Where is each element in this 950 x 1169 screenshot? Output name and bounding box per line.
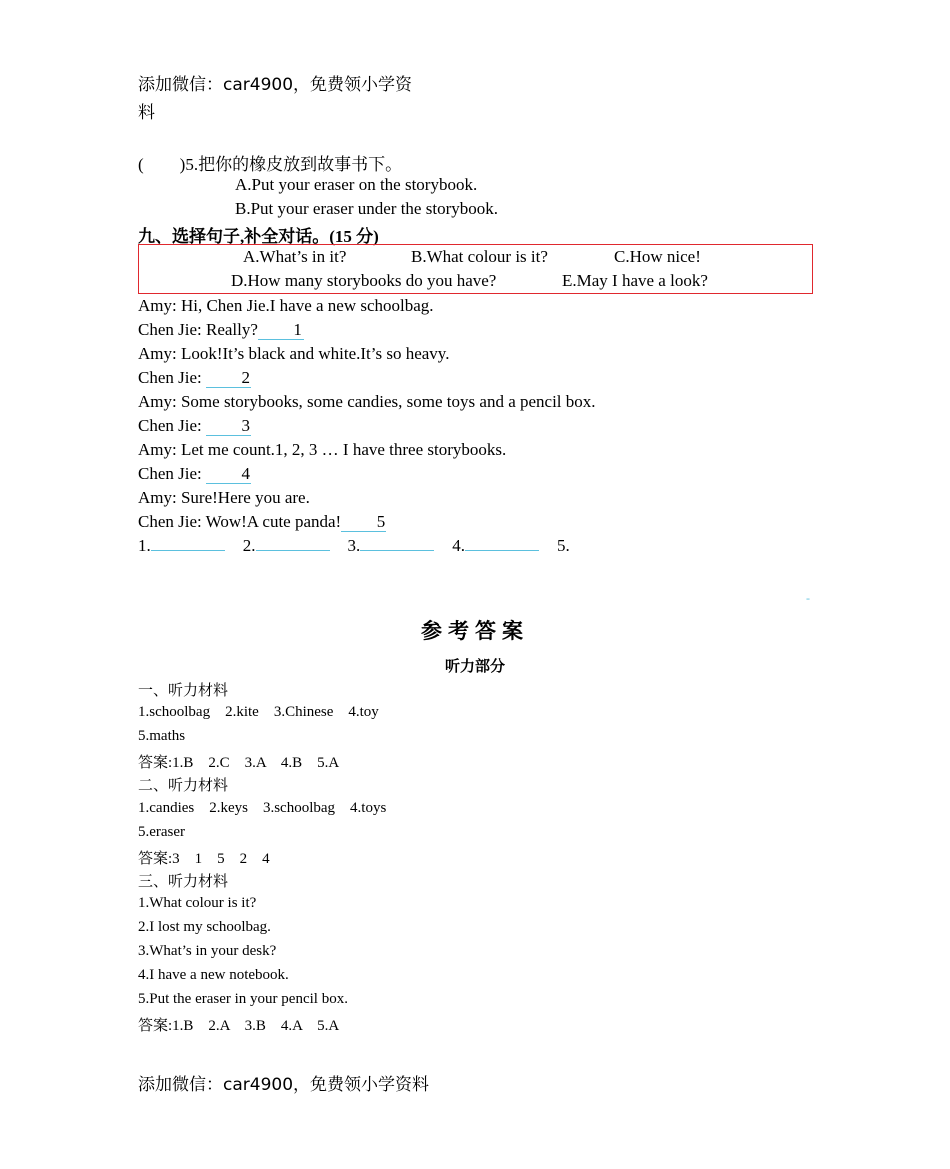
- answer-line-15: 答案:1.B 2.A 3.B 4.A 5.A: [138, 1018, 340, 1034]
- answer-line-5: 二、听力材料: [138, 778, 229, 794]
- option-a: A.What’s in it?: [243, 247, 347, 266]
- answer-blank-4[interactable]: [465, 536, 539, 551]
- dialogue-line-5: Amy: Some storybooks, some candies, some toys and a pencil box.: [138, 392, 596, 411]
- dialogue-line-7: Amy: Let me count.1, 2, 3 … I have three storybooks.: [138, 440, 507, 459]
- answer-line-8: 答案:3 1 5 2 4: [138, 851, 270, 867]
- dialogue-line-8: Chen Jie: 4: [138, 464, 250, 483]
- answer-line-3: 5.maths: [138, 728, 186, 744]
- dialogue-line-1: Amy: Hi, Chen Jie.I have a new schoolbag.: [138, 296, 434, 315]
- answer-label-2: 2.: [242, 536, 256, 555]
- dialogue-line-10: Chen Jie: Wow!A cute panda! 5: [138, 512, 386, 531]
- blank-1[interactable]: 1: [258, 321, 304, 340]
- answer-line-7: 5.eraser: [138, 824, 186, 840]
- answer-line-12: 3.What’s in your desk?: [138, 943, 277, 959]
- stray-mark: -: [806, 591, 810, 605]
- question-5-option-b: B.Put your eraser under the storybook.: [235, 199, 498, 218]
- dialogue-line-4: Chen Jie: 2: [138, 368, 250, 387]
- answer-line-1: 一、听力材料: [138, 683, 229, 699]
- question-5-option-a: A.Put your eraser on the storybook.: [235, 175, 478, 194]
- blank-5[interactable]: 5: [341, 513, 386, 532]
- dialogue-line-6: Chen Jie: 3: [138, 416, 250, 435]
- answer-line-10: 1.What colour is it?: [138, 895, 257, 911]
- answer-line-14: 5.Put the eraser in your pencil box.: [138, 991, 348, 1007]
- blank-3[interactable]: 3: [206, 417, 251, 436]
- answer-label-1: 1.: [138, 536, 151, 555]
- answers-title: 参考答案: [421, 619, 529, 643]
- option-e: E.May I have a look?: [562, 271, 708, 290]
- answer-blank-3[interactable]: [360, 536, 434, 551]
- promo-line-2: 料: [138, 103, 155, 123]
- answer-blank-1[interactable]: [151, 536, 225, 551]
- answer-blanks-line: [138, 536, 570, 556]
- promo-line-1: 添加微信：car4900，免费领小学资: [138, 75, 413, 95]
- section-9-title: 九、选择句子,补全对话。(15 分): [138, 227, 379, 246]
- option-d: D.How many storybooks do you have?: [231, 271, 497, 290]
- dialogue-line-3: Amy: Look!It’s black and white.It’s so heavy.: [138, 344, 450, 363]
- answer-line-9: 三、听力材料: [138, 874, 229, 890]
- paren-close: ): [179, 155, 186, 174]
- answer-line-6: 1.candies 2.keys 3.schoolbag 4.toys: [138, 800, 387, 816]
- answer-line-11: 2.I lost my schoolbag.: [138, 919, 271, 935]
- answer-label-5: 5.: [557, 536, 570, 555]
- answer-line-13: 4.I have a new notebook.: [138, 967, 289, 983]
- question-5-prompt: 5.把你的橡皮放到故事书下。: [185, 155, 403, 174]
- answers-subtitle: 听力部分: [444, 657, 505, 675]
- footer-promo: 添加微信：car4900，免费领小学资料: [138, 1075, 430, 1095]
- answer-label-4: 4.: [452, 536, 465, 555]
- answer-label-3: 3.: [347, 536, 361, 555]
- dialogue-line-9: Amy: Sure!Here you are.: [138, 488, 310, 507]
- paren-open: (: [138, 155, 144, 174]
- answer-line-4: 答案:1.B 2.C 3.A 4.B 5.A: [138, 755, 340, 771]
- option-b: B.What colour is it?: [411, 247, 548, 266]
- dialogue-line-2: Chen Jie: Really? 1: [138, 320, 302, 339]
- question-5-line: [138, 150, 402, 175]
- answer-blank-2[interactable]: [256, 536, 330, 551]
- option-c: C.How nice!: [614, 247, 701, 266]
- answer-line-2: 1.schoolbag 2.kite 3.Chinese 4.toy: [138, 704, 379, 720]
- blank-2[interactable]: 2: [206, 369, 251, 388]
- blank-4[interactable]: 4: [206, 465, 251, 484]
